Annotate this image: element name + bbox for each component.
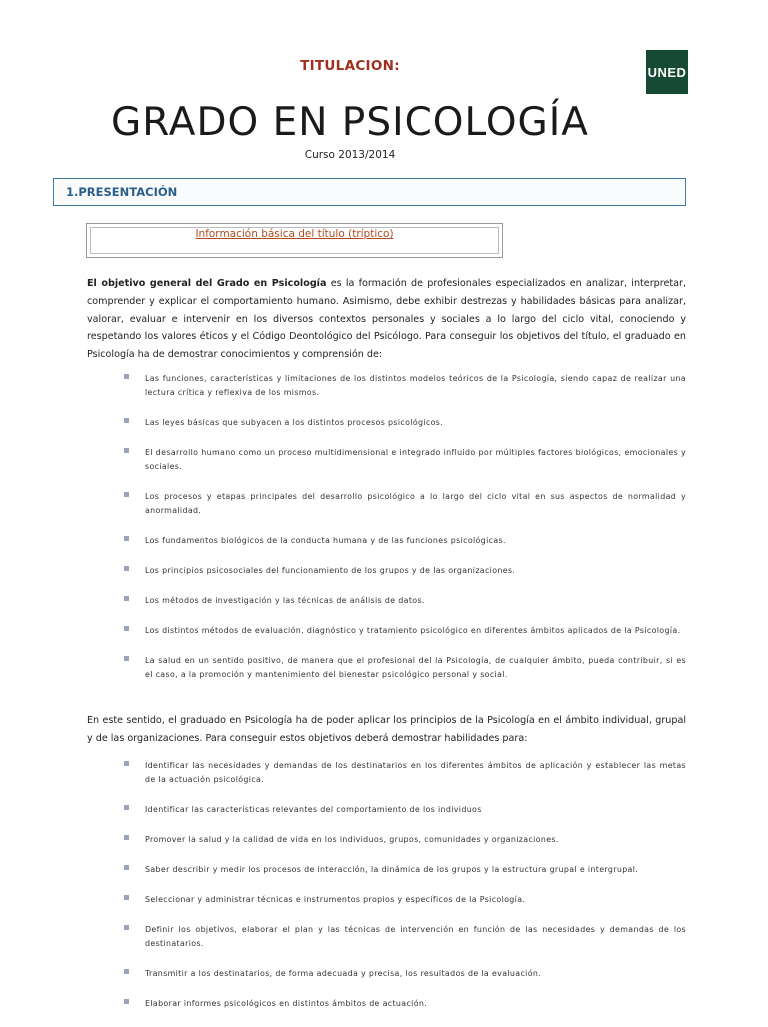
list-item <box>124 372 686 400</box>
square-bullet-icon <box>124 492 129 497</box>
logo-text: UNED <box>647 64 687 80</box>
square-bullet-icon <box>124 566 129 571</box>
list-item-text: Los fundamentos biológicos de la conducta humana y de las funciones psicológicas. <box>145 536 506 545</box>
list-item-text: Identificar las necesidades y demandas de los destinatarios en los diferentes ámbitos de aplicación y establecer las metas de la actuación psicológica. <box>145 761 686 784</box>
degree-title: GRADO EN PSICOLOGÍA <box>111 100 589 145</box>
section-header <box>53 178 686 206</box>
list-item <box>124 833 686 847</box>
list-item-text: Saber describir y medir los procesos de interacción, la dinámica de los grupos y la estructura grupal e intergrupal. <box>145 865 639 874</box>
list-item <box>124 594 686 608</box>
intro-bold-lead: El objetivo general del Grado en Psicología <box>87 278 327 289</box>
square-bullet-icon <box>124 596 129 601</box>
list-item <box>124 564 686 578</box>
square-bullet-icon <box>124 835 129 840</box>
square-bullet-icon <box>124 418 129 423</box>
titulacion-label: TITULACION: <box>300 58 400 74</box>
list-item <box>124 923 686 951</box>
knowledge-list <box>124 372 686 698</box>
square-bullet-icon <box>124 969 129 974</box>
list-item <box>124 759 686 787</box>
list-item <box>124 967 686 981</box>
square-bullet-icon <box>124 895 129 900</box>
list-item-text: Definir los objetivos, elaborar el plan y las técnicas de intervención en función de las necesidades y demandas de los destinatarios. <box>145 925 686 948</box>
list-item-text: El desarrollo humano como un proceso multidimensional e integrado influido por múltiples factores biológicos, emocionales y sociales. <box>145 448 686 471</box>
uned-logo <box>646 50 688 94</box>
square-bullet-icon <box>124 656 129 661</box>
list-item <box>124 490 686 518</box>
square-bullet-icon <box>124 448 129 453</box>
list-item-text: Identificar las características relevantes del comportamiento de los individuos <box>145 805 482 814</box>
list-item-text: Elaborar informes psicológicos en distintos ámbitos de actuación. <box>145 999 428 1008</box>
list-item <box>124 997 686 1011</box>
brochure-link-box <box>86 223 503 258</box>
list-item <box>124 863 686 877</box>
list-item <box>124 534 686 548</box>
square-bullet-icon <box>124 805 129 810</box>
square-bullet-icon <box>124 374 129 379</box>
list-item <box>124 803 686 817</box>
square-bullet-icon <box>124 865 129 870</box>
square-bullet-icon <box>124 536 129 541</box>
list-item-text: Los principios psicosociales del funcionamiento de los grupos y de las organizaciones. <box>145 566 516 575</box>
list-item-text: Los métodos de investigación y las técnicas de análisis de datos. <box>145 596 425 605</box>
list-item <box>124 654 686 682</box>
list-item-text: Seleccionar y administrar técnicas e instrumentos propios y específicos de la Psicología. <box>145 895 526 904</box>
list-item-text: Las funciones, características y limitaciones de los distintos modelos teóricos de la Psicología, siendo capaz de realizar una lectura crítica y reflexiva de los mismos. <box>145 374 686 397</box>
square-bullet-icon <box>124 925 129 930</box>
intro-text: es la formación de profesionales especializados en analizar, interpretar, comprender y explicar el comportamiento humano. Asimismo, debe exhibir destrezas y habilidades básicas para analizar, valorar, evaluar e intervenir en los diversos contextos personales y sociales a lo largo del ciclo vital, conociendo y respetando los valores éticos y el Código Deontológico del Psicólogo. Para conseguir los objetivos del título, el graduado en Psicología ha de demostrar conocimientos y comprensión de: <box>87 278 686 361</box>
course-year: Curso 2013/2014 <box>304 149 396 161</box>
list-item-text: La salud en un sentido positivo, de manera que el profesional del la Psicología, de cualquier ámbito, pueda contribuir, si es el caso, a la promoción y mantenimiento del bienestar psicológico personal y social. <box>145 656 686 679</box>
section-title: 1.PRESENTACIÓN <box>66 185 178 199</box>
list-item <box>124 624 686 638</box>
list-item-text: Las leyes básicas que subyacen a los distintos procesos psicológicos. <box>145 418 444 427</box>
list-item <box>124 893 686 907</box>
list-item-text: Los distintos métodos de evaluación, diagnóstico y tratamiento psicológico en diferentes ámbitos aplicados de la Psicología. <box>145 626 681 635</box>
square-bullet-icon <box>124 626 129 631</box>
brochure-link[interactable]: Información básica del título (tríptico) <box>195 228 394 240</box>
square-bullet-icon <box>124 761 129 766</box>
list-item <box>124 416 686 430</box>
list-item-text: Los procesos y etapas principales del desarrollo psicológico a lo largo del ciclo vital en sus aspectos de normalidad y anormalidad. <box>145 492 686 515</box>
skills-intro-paragraph: En este sentido, el graduado en Psicología ha de poder aplicar los principios de la Psicología en el ámbito individual, grupal y de las organizaciones. Para conseguir estos objetivos deberá demostrar habilidades para: <box>87 715 686 744</box>
intro-paragraph <box>87 275 686 364</box>
list-item <box>124 446 686 474</box>
list-item-text: Promover la salud y la calidad de vida en los individuos, grupos, comunidades y organizaciones. <box>145 835 559 844</box>
square-bullet-icon <box>124 999 129 1004</box>
list-item-text: Transmitir a los destinatarios, de forma adecuada y precisa, los resultados de la evaluación. <box>145 969 542 978</box>
skills-list <box>124 759 686 1027</box>
